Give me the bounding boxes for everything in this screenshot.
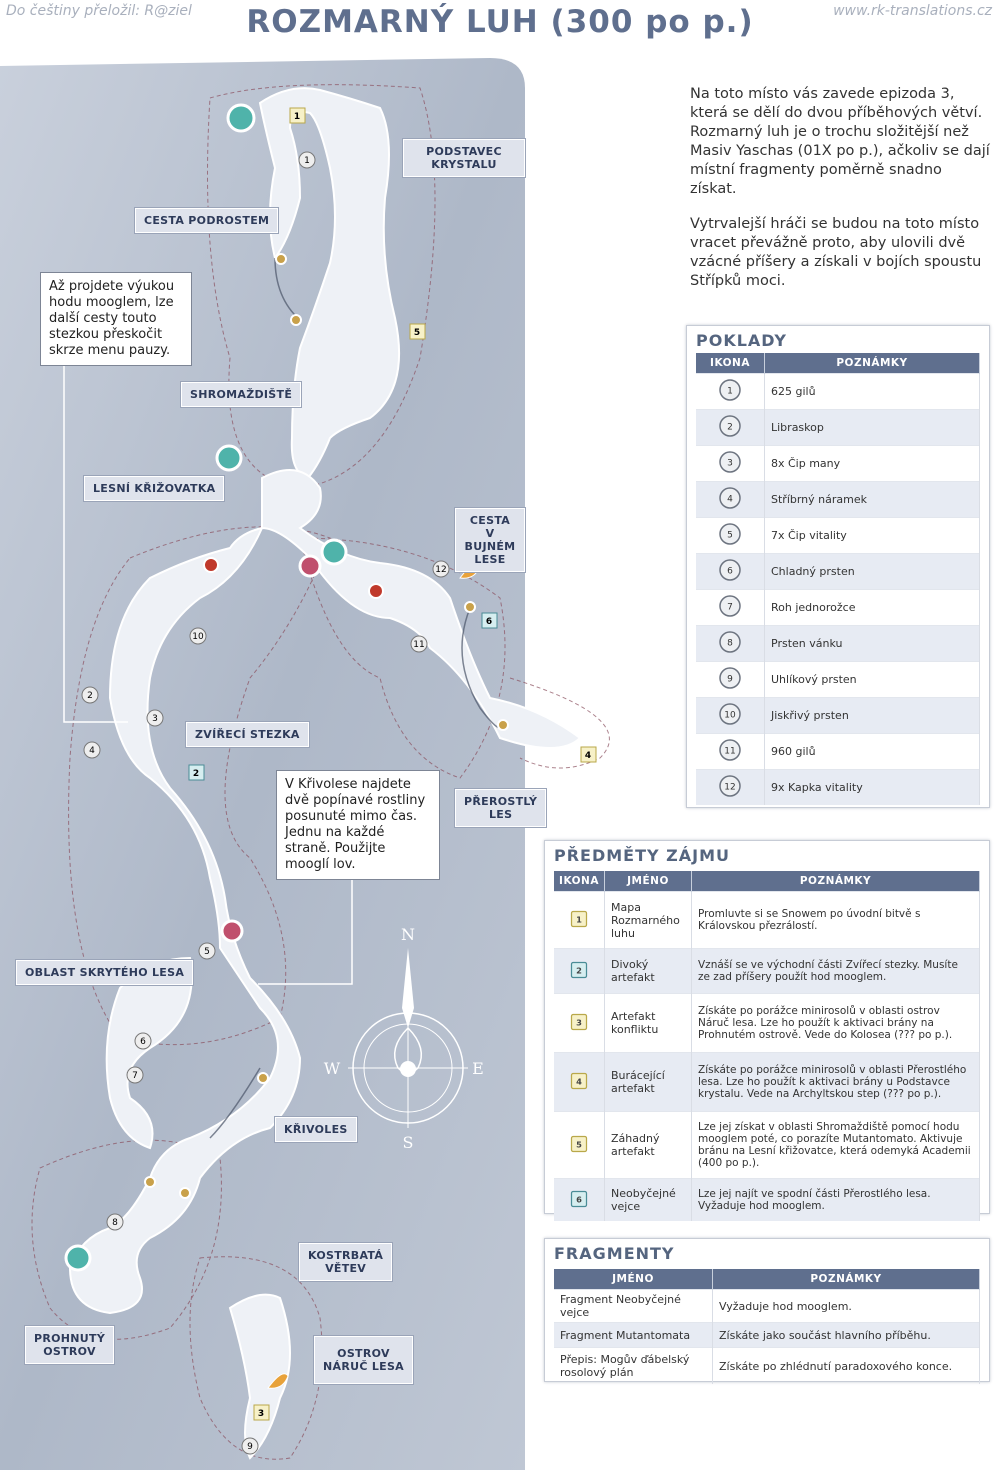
treasure-note: 625 gilů (765, 374, 980, 410)
label-cesta-podrostem: CESTA PODROSTEM (135, 208, 278, 233)
rare-monster-icon (222, 921, 242, 941)
fragment-note: Získáte po zhlédnutí paradoxového konce. (713, 1348, 980, 1385)
treasures-head-icon: IKONA (696, 353, 765, 374)
fragments-head-note: POZNÁMKY (713, 1269, 980, 1290)
treasure-note: 8x Čip many (765, 446, 980, 482)
treasure-icon (718, 774, 742, 798)
treasure-icon (718, 522, 742, 546)
svg-text:11: 11 (413, 640, 425, 650)
treasure-row (696, 410, 980, 446)
item-row (554, 994, 980, 1053)
artefact-icon (569, 960, 589, 980)
svg-text:5: 5 (727, 530, 733, 541)
artefact-icon (569, 1071, 589, 1091)
translator-credit: Do češtiny přeložil: R@ziel (6, 3, 192, 19)
gate-icon (228, 105, 254, 131)
compass-w: W (323, 1059, 341, 1078)
svg-text:1: 1 (576, 913, 582, 924)
treasure-icon (718, 414, 742, 438)
note-moogle-throw: Až projdete výukou hodu mooglem, lze další cesty touto stezkou přeskočit skrze menu pauzy. (40, 272, 192, 366)
treasure-row (696, 554, 980, 590)
item-note: Lze jej najít ve spodní části Přerostlého lesa. Vyžaduje hod mooglem. (692, 1179, 980, 1222)
item-row (554, 892, 980, 949)
svg-text:3: 3 (257, 1409, 265, 1419)
label-prohnuty-ostrov: PROHNUTÝ OSTROV (25, 1326, 114, 1364)
treasure-row (696, 374, 980, 410)
svg-text:8: 8 (112, 1218, 118, 1228)
treasure-icon (718, 558, 742, 582)
item-name: Mapa Rozmarného luhu (605, 892, 692, 949)
blocked-icon (369, 584, 383, 598)
website-credit: www.rk-translations.cz (833, 3, 992, 19)
svg-text:1: 1 (727, 386, 733, 397)
svg-text:4: 4 (576, 1075, 582, 1086)
svg-text:9: 9 (247, 1442, 253, 1452)
treasure-row (696, 662, 980, 698)
svg-text:7: 7 (727, 602, 733, 613)
treasure-note: Libraskop (765, 410, 980, 446)
item-row (554, 1053, 980, 1112)
treasure-row (696, 770, 980, 806)
item-name: Burácející artefakt (605, 1053, 692, 1112)
item-row (554, 1112, 980, 1179)
treasure-icon (718, 450, 742, 474)
fragments-title: FRAGMENTY (554, 1244, 675, 1263)
fragments-head-name: JMÉNO (554, 1269, 713, 1290)
treasure-row (696, 698, 980, 734)
items-head-name: JMÉNO (605, 871, 692, 892)
svg-text:10: 10 (192, 632, 204, 642)
treasure-note: Prsten vánku (765, 626, 980, 662)
label-cesta-v-bujnem-lese: CESTA V BUJNÉM LESE (455, 508, 525, 572)
rare-monster-icon (300, 556, 320, 576)
fragments-table (554, 1269, 980, 1384)
treasure-note: Stříbrný náramek (765, 482, 980, 518)
treasure-icon (718, 630, 742, 654)
svg-text:5: 5 (413, 328, 421, 338)
treasure-note: Chladný prsten (765, 554, 980, 590)
item-note: Získáte po porážce minirosolů v oblasti ostrov Náruč lesa. Lze ho použít k aktivaci brány na Prohnutém ostrově. Vede do Kolosea (??? po p.). (692, 994, 980, 1053)
label-zvireci-stezka: ZVÍŘECÍ STEZKA (186, 722, 309, 747)
treasure-icon (718, 594, 742, 618)
artefact-icon (569, 1134, 589, 1154)
compass-s: S (402, 1133, 414, 1152)
item-note: Promluvte si se Snowem po úvodní bitvě s Královskou přezrálostí. (692, 892, 980, 949)
intro-paragraph-2: Vytrvalejší hráči se budou na toto místo vracet převážně proto, aby ulovili dvě vzácné příšery a získali v bojích spoustu Střípků moci. (690, 216, 982, 289)
svg-text:7: 7 (132, 1071, 138, 1081)
item-note: Vznáší se ve východní části Zvířecí stezky. Musíte ze zad příšery použít hod mooglem. (692, 949, 980, 994)
label-oblast-skryteho-lesa: OBLAST SKRYTÉHO LESA (16, 960, 193, 985)
svg-text:1: 1 (304, 156, 310, 166)
treasure-row (696, 734, 980, 770)
item-name: Artefakt konfliktu (605, 994, 692, 1053)
svg-text:3: 3 (727, 458, 733, 469)
label-krivoles: KŘIVOLES (275, 1117, 357, 1142)
fragment-row (554, 1323, 980, 1348)
fragments-panel (544, 1238, 990, 1382)
artefact-icon (569, 909, 589, 929)
treasure-icon (718, 666, 742, 690)
treasure-note: Uhlíkový prsten (765, 662, 980, 698)
svg-text:4: 4 (584, 751, 592, 761)
item-name: Neobyčejné vejce (605, 1179, 692, 1222)
items-head-note: POZNÁMKY (692, 871, 980, 892)
item-name: Divoký artefakt (605, 949, 692, 994)
item-name: Záhadný artefakt (605, 1112, 692, 1179)
fragment-row (554, 1290, 980, 1323)
treasure-note: 960 gilů (765, 734, 980, 770)
svg-text:1: 1 (293, 112, 301, 122)
svg-text:4: 4 (727, 494, 733, 505)
items-panel (544, 840, 990, 1214)
svg-text:2: 2 (727, 422, 733, 433)
item-note: Lze jej získat v oblasti Shromaždiště pomocí hodu mooglem poté, co porazíte Mutantomato. Aktivuje bránu na Lesní křižovatce, která odemyká Academii (400 po p.). (692, 1112, 980, 1179)
svg-text:3: 3 (576, 1016, 582, 1027)
svg-text:8: 8 (727, 638, 733, 649)
blocked-icon (204, 558, 218, 572)
gate-icon (66, 1246, 90, 1270)
svg-text:9: 9 (727, 674, 733, 685)
treasures-head-note: POZNÁMKY (765, 353, 980, 374)
page-title: ROZMARNÝ LUH (300 po p.) (246, 4, 754, 40)
svg-text:10: 10 (724, 710, 736, 721)
treasures-table (696, 353, 980, 805)
compass-e: E (472, 1059, 484, 1078)
svg-text:6: 6 (727, 566, 733, 577)
svg-text:6: 6 (576, 1193, 582, 1204)
svg-text:12: 12 (724, 782, 736, 793)
item-row (554, 1179, 980, 1222)
label-shromazdiste: SHROMAŽDIŠTĚ (181, 382, 301, 407)
treasure-icon (718, 738, 742, 762)
treasure-note: Roh jednorožce (765, 590, 980, 626)
treasure-note: 9x Kapka vitality (765, 770, 980, 806)
treasure-icon (718, 702, 742, 726)
treasure-row (696, 518, 980, 554)
artefact-icon (569, 1012, 589, 1032)
gate-icon (217, 446, 241, 470)
svg-text:6: 6 (140, 1037, 146, 1047)
treasure-icon (718, 378, 742, 402)
treasure-note: 7x Čip vitality (765, 518, 980, 554)
note-krivoles-plants: V Křivolese najdete dvě popínavé rostliny posunuté mimo čas. Jednu na každé straně. Použijte mooglí lov. (276, 770, 440, 880)
fragment-row (554, 1348, 980, 1385)
label-podstavec-krystalu: PODSTAVEC KRYSTALU (403, 139, 525, 177)
svg-text:2: 2 (87, 691, 93, 701)
treasure-note: Jiskřivý prsten (765, 698, 980, 734)
svg-text:11: 11 (724, 746, 736, 757)
items-table (554, 871, 980, 1221)
label-prerostly-les: PŘEROSTLÝ LES (455, 789, 546, 827)
svg-text:4: 4 (89, 746, 95, 756)
treasure-row (696, 590, 980, 626)
svg-text:12: 12 (435, 565, 447, 575)
label-lesni-krizovatka: LESNÍ KŘIŽOVATKA (84, 476, 224, 501)
fragment-note: Získáte jako součást hlavního příběhu. (713, 1323, 980, 1348)
intro-text (690, 85, 990, 307)
artefact-icon (569, 1189, 589, 1209)
treasures-panel (686, 325, 990, 808)
treasure-row (696, 482, 980, 518)
compass-n: N (401, 925, 415, 944)
gate-icon (322, 540, 346, 564)
treasure-row (696, 446, 980, 482)
fragment-name: Fragment Neobyčejné vejce (554, 1290, 713, 1323)
item-row (554, 949, 980, 994)
treasure-row (696, 626, 980, 662)
fragment-name: Fragment Mutantomata (554, 1323, 713, 1348)
items-title: PŘEDMĚTY ZÁJMU (554, 846, 731, 865)
label-kostrbata-vetev: KOSTRBATÁ VĚTEV (299, 1243, 392, 1281)
svg-text:3: 3 (152, 714, 158, 724)
treasure-icon (718, 486, 742, 510)
items-head-icon: IKONA (554, 871, 605, 892)
item-note: Získáte po porážce minirosolů v oblasti Přerostlého lesa. Lze ho použít k aktivaci brány u Podstavce krystalu. Vede na Archyltskou step (??? po p.). (692, 1053, 980, 1112)
label-ostrov-naruc-lesa: OSTROV NÁRUČ LESA (314, 1336, 413, 1384)
fragment-name: Přepis: Mogův ďábelský rosolový plán (554, 1348, 713, 1385)
intro-paragraph-1: Na toto místo vás zavede epizoda 3, která se dělí do dvou příběhových větví. Rozmarný luh je o trochu složitější než Masiv Yaschas (01X po p.), ačkoliv se dají místní fragmenty poměrně snadno získat. (690, 86, 990, 197)
fragment-note: Vyžaduje hod mooglem. (713, 1290, 980, 1323)
svg-text:2: 2 (192, 769, 200, 779)
svg-text:5: 5 (204, 947, 210, 957)
treasures-title: POKLADY (696, 331, 788, 350)
svg-text:5: 5 (576, 1138, 582, 1149)
svg-text:6: 6 (485, 617, 493, 627)
svg-text:2: 2 (576, 964, 582, 975)
